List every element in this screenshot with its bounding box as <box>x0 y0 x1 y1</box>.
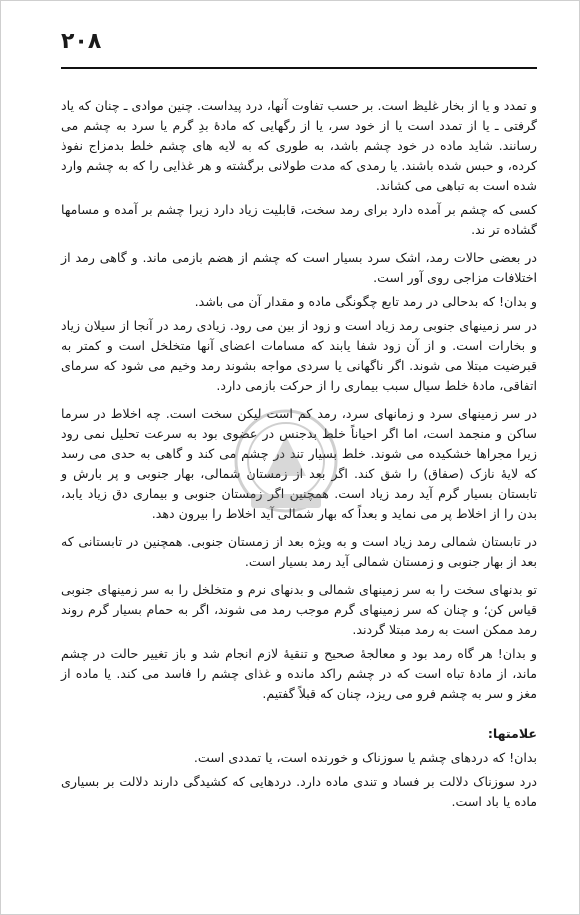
paragraph: در بعضی حالات رمد، اشک سرد بسیار است که چشم از هضم بازمی ماند. و گاهی رمد از اختلافات مزاجی روی آور است. <box>61 250 537 285</box>
paragraph: درد سوزناک دلالت بر فساد و تندی ماده دارد. دردهایی که کشیدگی دارند دلالت بر بسیاری ماده یا باد است. <box>61 774 537 809</box>
paragraph: در تابستان شمالی رمد زیاد است و به ویژه بعد از زمستان جنوبی. همچنین در تابستانی که بعد از بهار جنوبی و زمستان شمالی آید رمد بسیار است. <box>61 534 537 569</box>
paragraph: بدان! که دردهای چشم یا سوزناک و خورنده است، یا تمددی است. <box>193 750 537 765</box>
header-rule <box>61 67 537 69</box>
page-number: ۲۰۸ <box>61 29 102 54</box>
paragraph: و بدان! که بدحالی در رمد تابع چگونگی ماده و مقدار آن می باشد. <box>194 294 537 309</box>
paragraph: در سر زمینهای جنوبی رمد زیاد است و زود از بین می رود. زیادی رمد در آنجا از سیلان زیاد و بخارات است. و از آن زود شفا یابند که مسامات اعضای آنها متخلخل است و کمتر به قبرضیت مبتلا می شوند. اگر ناگهانی یا سردی مواجه بشوند رمد وخیم می شود که سرمای اتفاقی، مادهٔ خلط سیال سبب بیماری را از حرکت بازمی دارد. <box>61 318 537 393</box>
paragraph: در سر زمینهای سرد و زمانهای سرد، رمد کم است لیکن سخت است. چه اخلاط در سرما ساکن و منجمد است، اما اگر احیاناً خلط بدجنس در عضوی بود به سرعت تحلیل نمی رود زیرا مجراها خشکیده می شوند. خلط بسیار تند در چشم می کند و گاهی به حدی می رسد که لایهٔ نازک (صفاق) را شق کند. اگر بعد از زمستان شمالی، بهار جنوبی و پر بارش و تابستان بسیار گرم آید رمد زیاد است. همچنین اگر زمستان جنوبی و بیماری دق زیاد یابد، بدن را از اخلاط پر می نماید و بعداً که بهار شمالی آید اخلاط را بیرون دهد. <box>61 406 537 521</box>
body-text <box>61 96 537 816</box>
paragraph: کسی که چشم بر آمده دارد برای رمد سخت، قابلیت زیاد دارد زیرا چشم بر آمده و مسامها گشاده تر ند. <box>61 202 537 237</box>
paragraph: تو بدنهای سخت را به سر زمینهای شمالی و بدنهای نرم و متخلخل را به سر زمینهای جنوبی قیاس کن؛ و چنان که سر زمینهای گرم موجب رمد می شوند، اگر به حمام بسیار گرم روند رمد ممکن است به رمد مبتلا گردند. <box>61 582 537 637</box>
paragraph: و تمدد و یا از بخار غلیظ است. بر حسب تفاوت آنها، درد پیداست. چنین موادی ـ چنان که یاد گرفتی ـ یا از تمدد است یا از خود سر، یا از رگهایی که مادهٔ بدِ گرم یا سرد به چشم می رسانند. شاید ماده در خود چشم باشد، به طوری که به لایه های چشم خلط بدمزاج نفوذ کرده، و حبس شده باشند. یا رمدی که مدت طولانی برگشته و هر غذایی را که به چشم وارد شده است به تباهی می کشاند. <box>61 98 537 193</box>
paragraph: و بدان! هر گاه رمد بود و معالجهٔ صحیح و تنقیهٔ لازم انجام شد و باز تغییر حالت در چشم ماند، از مادهٔ تباه است که در چشم راکد مانده و غذای چشم را فاسد می کند. یا ماده از مغز و سر به چشم فرو می ریزد، چنان که قبلاً گفتیم. <box>61 646 537 701</box>
section-heading: علامتها: <box>487 726 537 741</box>
